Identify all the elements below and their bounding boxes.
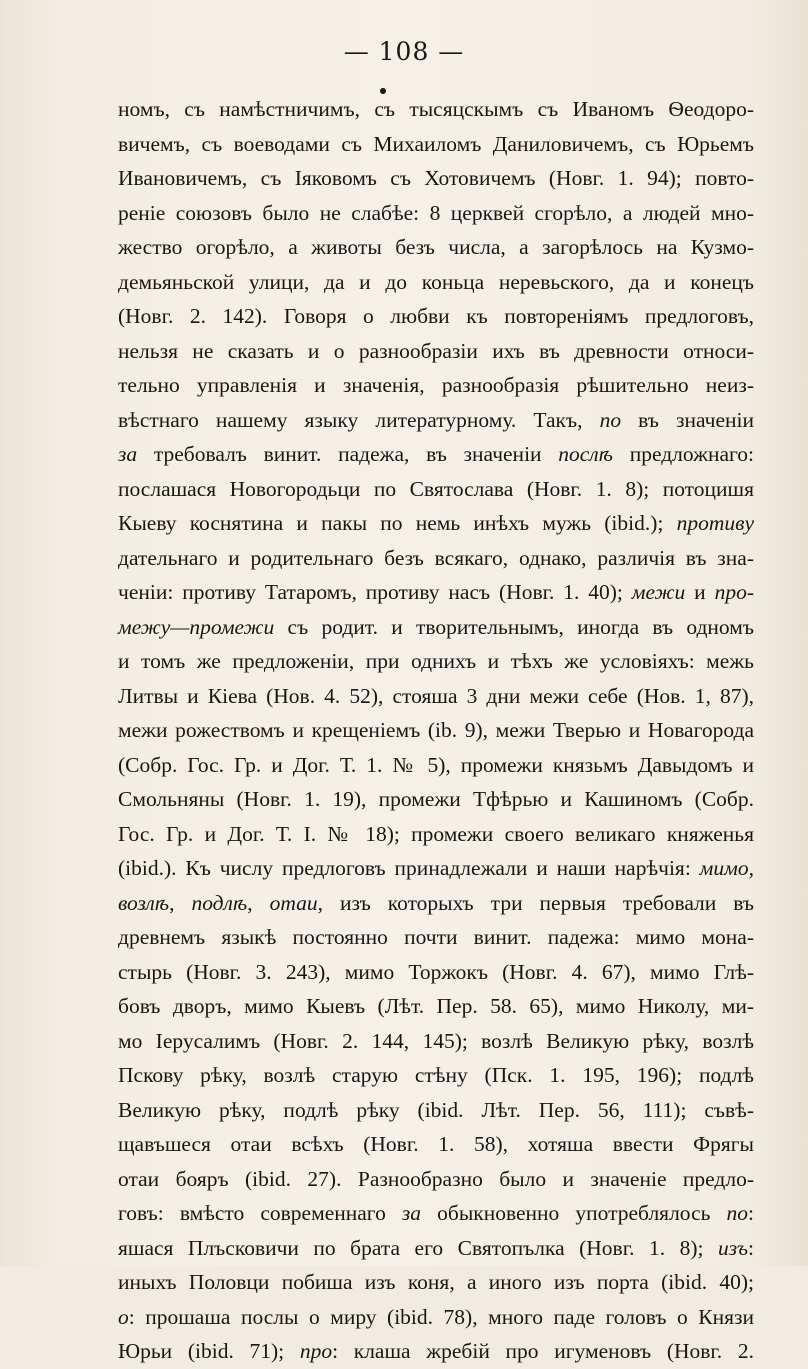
text-run: (Новг. 2. 142). Говоря о любви къ повтореніямъ предлоговъ,: [118, 304, 754, 328]
text-line: [118, 437, 754, 472]
text-line: [118, 713, 754, 748]
text-line: [118, 1265, 754, 1300]
page-number: — 108 —: [343, 37, 465, 66]
text-run: ченіи: противу Татаромъ, противу насъ (Новг. 1. 40);: [118, 580, 632, 604]
text-run: (ibid.). Къ числу предлоговъ принадлежали и наши нарѣчія:: [118, 856, 700, 880]
text-run: въ значеніи: [621, 407, 755, 432]
text-line: [118, 644, 754, 679]
text-run: тельно управленія и значенія, разнообразія рѣшительно неиз-: [118, 373, 754, 397]
text-run: демьяньской улици, да и до коньца неревьского, да и конецъ: [118, 269, 754, 294]
italic-term: изъ: [718, 1235, 749, 1260]
text-run: древнемъ языкѣ постоянно почти винит. падежа: мимо мона-: [118, 925, 754, 949]
text-line: [118, 403, 754, 438]
italic-term: о: [118, 1304, 129, 1329]
text-run: Кыеву коснятина и пакы по немь инѣхъ мужь (ibid.);: [118, 511, 677, 535]
text-line: [118, 368, 754, 403]
text-line: [118, 92, 754, 127]
text-run: номъ, съ намѣстничимъ, съ тысяцскымъ съ Иваномъ Ѳеодоро-: [118, 97, 754, 121]
text-line: [118, 610, 754, 645]
text-run: иныхъ Половци побиша изъ коня, а иного изъ порта (ibid. 40);: [118, 1270, 754, 1294]
text-run: ,: [169, 890, 192, 915]
text-run: нельзя не сказать и о разнообразіи ихъ въ древности относи-: [118, 338, 754, 363]
text-run: Великую рѣку, подлѣ рѣку (ibid. Лѣт. Пер. 56, 111); съвѣ-: [118, 1097, 754, 1122]
text-run: требовалъ винит. падежа, въ значеніи: [137, 442, 559, 466]
text-line: [118, 196, 754, 231]
text-line: [118, 920, 754, 955]
italic-term: за: [401, 1201, 422, 1225]
text-run: реніе союзовъ было не слабѣе: 8 церквей сгорѣло, а людей мно-: [118, 200, 754, 225]
text-run: , изъ которыхъ три первыя требовали въ: [317, 890, 755, 915]
text-line: [118, 748, 754, 783]
text-line: [118, 127, 754, 162]
text-run: жество огорѣло, а животы безъ числа, а загорѣлось на Кузмо-: [118, 235, 754, 259]
text-line: [118, 1334, 754, 1369]
text-run: :: [748, 1201, 754, 1225]
italic-term: межи: [631, 580, 686, 604]
italic-term: про-: [714, 580, 754, 604]
text-line: [118, 230, 754, 265]
text-line: [118, 541, 754, 576]
text-run: бовъ дворъ, мимо Кыевъ (Лѣт. Пер. 58. 65), мимо Николу, ми-: [118, 994, 754, 1018]
text-line: [118, 989, 754, 1024]
text-line: [118, 886, 754, 921]
text-line: [118, 575, 754, 610]
text-line: [118, 161, 754, 196]
text-run: межи рожествомъ и крещеніемъ (ib. 9), межи Тверью и Новагорода: [118, 718, 754, 742]
text-line: [118, 1024, 754, 1059]
text-line: [118, 1300, 754, 1335]
text-line: [118, 334, 754, 369]
text-run: (Собр. Гос. Гр. и Дог. Т. 1. № 5), промежи князьмъ Давыдомъ и: [118, 752, 754, 777]
italic-term: возлѣ: [118, 890, 170, 915]
text-line: [118, 1162, 754, 1197]
italic-term: подлѣ: [191, 890, 248, 915]
text-run: обыкновенно употреблялось: [421, 1201, 727, 1225]
text-line: [118, 299, 754, 334]
text-line: [118, 472, 754, 507]
body-text: [118, 92, 754, 1369]
italic-term: отаи: [269, 890, 318, 915]
text-line: [118, 1127, 754, 1162]
text-run: говъ: вмѣсто современнаго: [118, 1201, 402, 1225]
italic-term: мимо,: [699, 856, 754, 880]
text-run: щавъшеся отаи всѣхъ (Новг. 1. 58), хотяша ввести Фрягы: [118, 1132, 754, 1156]
text-line: [118, 1231, 754, 1266]
italic-term: межу—промежи: [118, 614, 275, 639]
text-line: [118, 1196, 754, 1231]
text-line: [118, 782, 754, 817]
text-run: и томъ же предложеніи, при однихъ и тѣхъ же условіяхъ: межь: [118, 649, 754, 673]
text-run: Смольняны (Новг. 1. 19), промежи Тфѣрью и Кашиномъ (Собр.: [118, 787, 754, 811]
text-line: [118, 851, 754, 886]
text-run: и: [685, 580, 715, 604]
text-run: Ивановичемъ, съ Іяковомъ съ Хотовичемъ (Новг. 1. 94); повто-: [118, 166, 754, 190]
italic-term: про: [299, 1339, 333, 1363]
text-run: мо Іерусалимъ (Новг. 2. 144, 145); возлѣ Великую рѣку, возлѣ: [118, 1028, 754, 1053]
text-run: вичемъ, съ воеводами съ Михаиломъ Даниловичемъ, съ Юрьемъ: [118, 131, 754, 156]
text-run: : клаша жребій про игуменовъ (Новг. 2.: [332, 1339, 754, 1363]
text-run: вѣстнаго нашему языку литературному. Такъ,: [118, 407, 600, 432]
italic-term: по: [599, 407, 622, 432]
italic-term: по: [726, 1201, 749, 1225]
text-line: [118, 1058, 754, 1093]
text-line: [118, 506, 754, 541]
text-run: :: [748, 1235, 754, 1260]
text-line: [118, 679, 754, 714]
italic-term: противу: [676, 511, 754, 535]
text-run: Пскову рѣку, возлѣ старую стѣну (Пск. 1. 195, 196); подлѣ: [118, 1063, 754, 1087]
italic-term: послѣ: [558, 442, 613, 466]
text-run: яшася Плъсковичи по брата его Святопълка (Новг. 1. 8);: [118, 1235, 718, 1260]
italic-term: за: [118, 442, 138, 466]
text-run: стырь (Новг. 3. 243), мимо Торжокъ (Новг. 4. 67), мимо Глѣ-: [118, 959, 754, 984]
text-run: отаи бояръ (ibid. 27). Разнообразно было и значеніе предло-: [118, 1166, 754, 1191]
text-run: предложнаго:: [613, 442, 754, 466]
text-run: съ родит. и творительнымъ, иногда въ одномъ: [274, 614, 754, 639]
text-line: [118, 955, 754, 990]
text-run: ,: [247, 890, 270, 915]
text-line: [118, 1093, 754, 1128]
text-line: [118, 817, 754, 852]
text-run: : прошаша послы о миру (ibid. 78), много паде головъ о Князи: [128, 1304, 754, 1329]
text-run: дательнаго и родительнаго безъ всякаго, однако, различія въ зна-: [118, 545, 754, 570]
text-run: Гос. Гр. и Дог. Т. I. № 18); промежи своего великаго княженья: [118, 821, 754, 846]
text-run: послашася Новогородьци по Святослава (Новг. 1. 8); потоцишя: [118, 476, 754, 501]
text-run: Юрьи (ibid. 71);: [118, 1339, 300, 1363]
text-line: [118, 265, 754, 300]
text-run: Литвы и Кіева (Нов. 4. 52), стояша 3 дни межи себе (Нов. 1, 87),: [118, 683, 754, 708]
